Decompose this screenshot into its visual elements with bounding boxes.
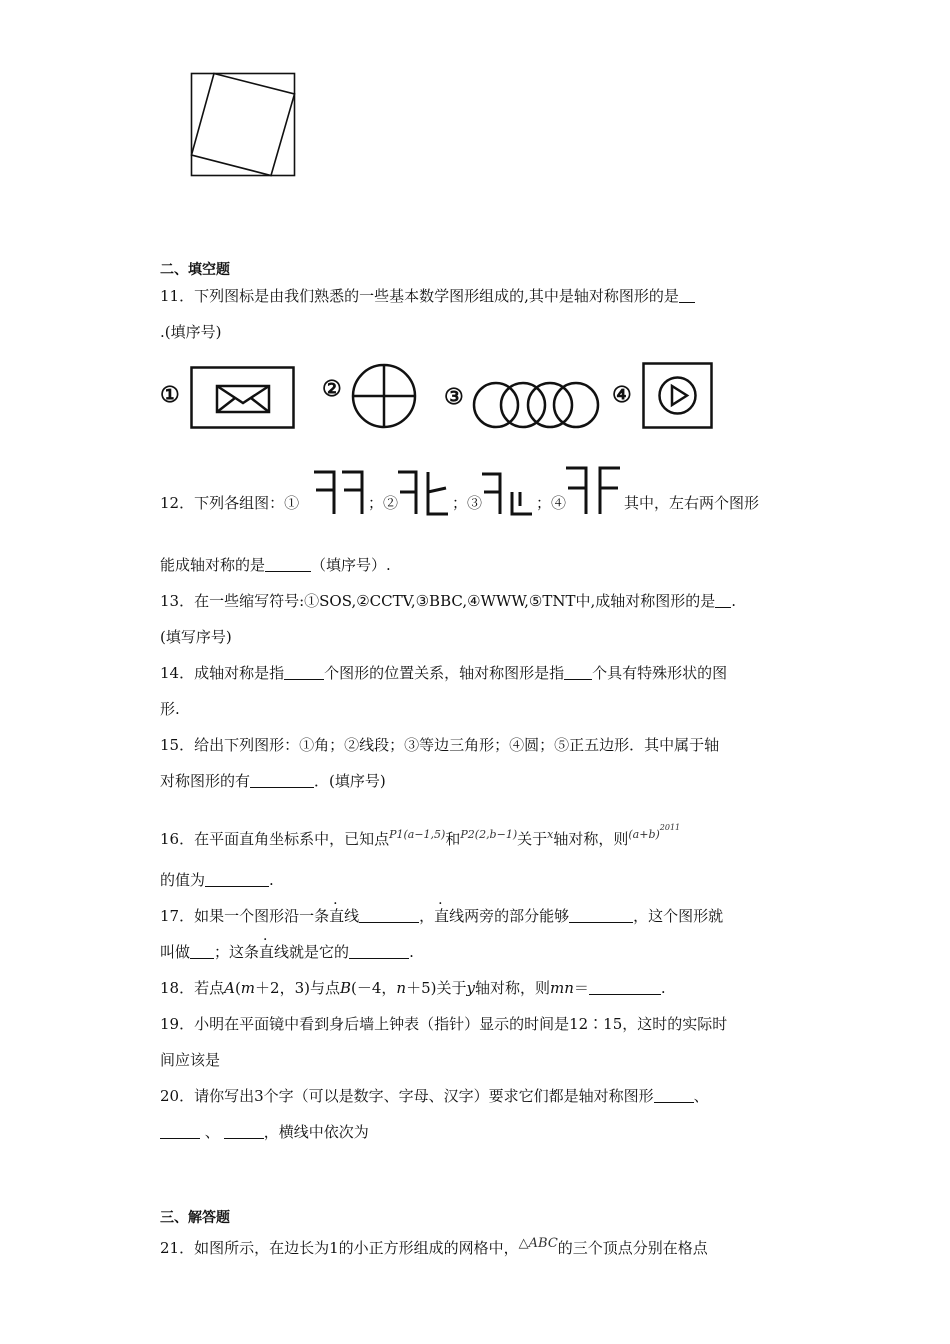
q16-part-b: 和 — [445, 830, 461, 848]
q17-part-f: ，这个图形就 — [633, 907, 724, 925]
question-17-line-2 — [160, 941, 414, 963]
answer-blank[interactable] — [569, 908, 633, 923]
answer-blank[interactable] — [654, 1088, 694, 1103]
q12-sep-4: ；④ — [536, 494, 567, 512]
q17-part-c: ， — [419, 907, 435, 925]
question-13-line-1 — [160, 590, 736, 612]
label-1: ① — [160, 382, 180, 408]
q14-part-a: 14．成轴对称是指 — [160, 664, 285, 682]
q11-icons-figure — [160, 362, 720, 432]
q13-period: . — [731, 592, 737, 610]
question-13-line-2: (填写序号) — [160, 628, 232, 646]
glyph-pair-4-icon — [564, 462, 624, 518]
q18-part-e: ＋2，3)与点 — [255, 979, 340, 997]
question-17-line-1 — [160, 905, 723, 927]
answer-blank[interactable] — [715, 593, 731, 608]
question-15-line-1: 15．给出下列图形：①角；②线段；③等边三角形；④圆；⑤正五边形．其中属于轴 — [160, 736, 720, 754]
glyph-pair-2-icon — [396, 466, 452, 518]
question-19-line-1: 19．小明在平面镜中看到身后墙上钟表（指针）显示的时间是12∶15，这时的实际时 — [160, 1015, 728, 1033]
play-button-icon — [642, 362, 714, 430]
answer-blank[interactable] — [284, 665, 324, 680]
emphasized-word: 直线 — [259, 943, 290, 961]
q15-text: 对称图形的有 — [160, 772, 251, 790]
var-B: B — [339, 979, 352, 997]
label-3: ③ — [444, 384, 464, 410]
q11-text: 11．下列图标是由我们熟悉的一些基本数学图形组成的,其中是轴对称图形的是 — [160, 287, 679, 305]
q12-suffix: 其中，左右两个图形 — [624, 494, 760, 512]
var-m: m — [240, 979, 256, 997]
answer-blank[interactable] — [679, 288, 695, 303]
q18-part-g: (－4， — [351, 979, 397, 997]
var-mn: mn — [550, 979, 574, 997]
var-n: n — [396, 979, 407, 997]
q13-text: 13．在一些缩写符号:①SOS,②CCTV,③BBC,④WWW,⑤TNT中,成轴对称图形的是 — [160, 592, 716, 610]
question-21-line-1 — [160, 1233, 708, 1259]
square-in-square-figure — [190, 72, 298, 178]
question-12-line-1 — [160, 462, 800, 522]
answer-blank[interactable] — [205, 872, 269, 887]
q18-part-i: ＋5)关于 — [406, 979, 467, 997]
q14-part-c: 个具有特殊形状的图 — [592, 664, 728, 682]
glyph-pair-3-icon — [480, 470, 536, 518]
q16-line2-text: 的值为 — [160, 871, 206, 889]
emphasized-word: 直线 — [329, 907, 360, 925]
q16-period: . — [269, 871, 274, 889]
question-16-line-1 — [160, 817, 680, 850]
section-heading-answer: 三、解答题 — [160, 1210, 230, 1226]
olympic-rings-icon — [472, 380, 600, 430]
q21-part-a: 21．如图所示，在边长为1的小正方形组成的网格中， — [160, 1239, 519, 1257]
q12-sep-3: ；③ — [452, 494, 483, 512]
q12-sep-2: ；② — [368, 494, 399, 512]
circle-cross-icon — [350, 362, 418, 430]
answer-blank[interactable] — [564, 665, 592, 680]
q12-line2-text: 能成轴对称的是 — [160, 556, 266, 574]
q18-paren: ( — [234, 979, 241, 997]
q17-period: . — [409, 943, 414, 961]
q18-part-a: 18．若点 — [160, 979, 225, 997]
q18-equals: ＝ — [573, 979, 589, 997]
q16-part-a: 16．在平面直角坐标系中，已知点 — [160, 830, 390, 848]
question-11-line-1 — [160, 285, 695, 307]
q17-part-g: 叫做 — [160, 943, 191, 961]
q20-text: 20．请你写出3个字（可以是数字、字母、汉字）要求它们都是轴对称图形 — [160, 1087, 654, 1105]
q16-part-c: 关于 — [517, 830, 548, 848]
q20-sep-2: 、 — [200, 1123, 220, 1141]
answer-blank[interactable] — [349, 944, 409, 959]
q17-part-h: ；这条 — [214, 943, 260, 961]
question-19-line-2: 间应该是 — [160, 1051, 221, 1069]
answer-blank[interactable] — [589, 980, 661, 995]
answer-blank[interactable] — [190, 944, 214, 959]
var-A: A — [224, 979, 235, 997]
q14-part-b: 个图形的位置关系，轴对称图形是指 — [324, 664, 565, 682]
q12-line2-suffix: （填序号）. — [311, 556, 391, 574]
answer-blank[interactable] — [265, 557, 311, 572]
answer-blank[interactable] — [224, 1124, 264, 1139]
q18-period: . — [660, 979, 666, 997]
q21-part-b: 的三个顶点分别在格点 — [557, 1239, 708, 1257]
var-y: y — [466, 979, 475, 997]
question-20-line-2 — [160, 1121, 369, 1143]
question-15-line-2 — [160, 770, 386, 792]
section-heading-fill-blank: 二、填空题 — [160, 262, 230, 278]
q20-sep: 、 — [693, 1087, 709, 1105]
var-x: x — [547, 828, 554, 841]
q12-prefix: 12．下列各组图：① — [160, 494, 300, 512]
label-2: ② — [322, 376, 342, 402]
exponent: 2011 — [659, 823, 681, 832]
triangle-abc: △ABC — [518, 1236, 558, 1251]
q16-part-d: 轴对称，则 — [553, 830, 629, 848]
question-12-line-2 — [160, 554, 391, 576]
answer-blank[interactable] — [359, 908, 419, 923]
q20-suffix: ，横线中依次为 — [263, 1123, 369, 1141]
q17-part-e: 两旁的部分能够 — [464, 907, 570, 925]
point-p2: P2(2,b−1) — [460, 828, 518, 841]
question-20-line-1 — [160, 1085, 709, 1107]
emphasized-word: 直线 — [434, 907, 465, 925]
q17-part-j: 就是它的 — [289, 943, 350, 961]
question-14-line-2: 形. — [160, 700, 180, 718]
question-18-line — [160, 977, 666, 999]
question-16-line-2 — [160, 869, 274, 891]
label-4: ④ — [612, 382, 632, 408]
q18-part-k: 轴对称，则 — [474, 979, 550, 997]
question-11-line-2: .(填序号) — [160, 323, 222, 341]
answer-blank[interactable] — [250, 773, 314, 788]
envelope-icon — [190, 366, 296, 430]
q15-suffix: ．(填序号) — [314, 772, 386, 790]
q17-part-a: 17．如果一个图形沿一条 — [160, 907, 330, 925]
question-14-line-1 — [160, 662, 727, 684]
point-p1: P1(a−1,5) — [389, 828, 446, 841]
answer-blank[interactable] — [160, 1124, 200, 1139]
glyph-pair-1-icon — [312, 466, 368, 518]
expression-a-plus-b: (a+b) — [628, 828, 660, 841]
